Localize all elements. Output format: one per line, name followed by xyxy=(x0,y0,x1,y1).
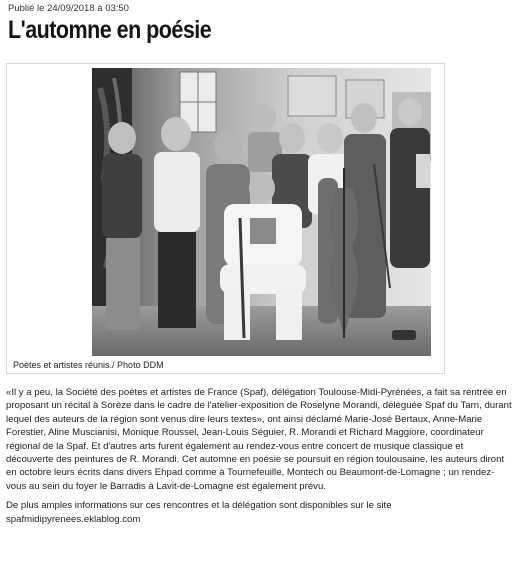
article-photo-frame xyxy=(6,63,445,374)
article-paragraph: De plus amples informations sur ces rencontres et la délégation sont disponibles sur le site spafmidipyrenees.eklablog.com xyxy=(6,500,392,525)
article-body xyxy=(6,386,513,532)
publication-date: Publié le 24/09/2018 à 03:50 xyxy=(8,3,129,14)
article-title: L'automne en poésie xyxy=(8,16,212,44)
group-photo-image[interactable] xyxy=(92,68,431,356)
photo-caption: Poètes et artistes réunis./ Photo DDM xyxy=(13,360,164,370)
article-paragraph: «Il y a peu, la Société des poètes et artistes de France (Spaf), délégation Toulouse-Midi-Pyrénées, a fait sa rentrée en proposant un récital à Sorèze dans le cadre de l'atelier-exposition de Roselyne Morandi, déléguée Spaf du Tarn, durant lequel des auteurs de la région sont venus dire leurs textes», ont ainsi déclamé Marie-José Bertaux, Anne-Marie Forestier, Aline Muscianisi, Monique Roussel, Jean-Louis Séguier, R. Morandi et Richard Maggiore, coordinateur régional de la Spaf. Et d'autres arts furent également au rendez-vous entre concert de musique classique et découverte des peintures de R. Morandi. Cet automne en poésie se poursuit en région toulousaine, les auteurs diront en octobre leurs écrits dans divers Ehpad comme à Tournefeuille, Montech ou Beaumont-de-Lomagne ; un rendez-vous au sein du foyer le Barradis à Lavit-de-Lomagne est également prévu. xyxy=(6,387,512,492)
